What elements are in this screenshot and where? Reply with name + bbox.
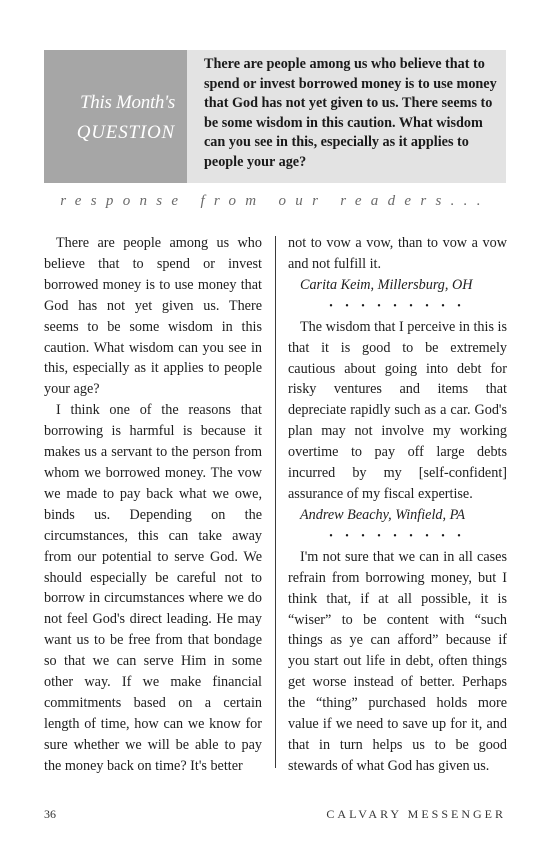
- dot-divider: • • • • • • • • •: [329, 300, 466, 312]
- response-paragraph-1: I think one of the reasons that borrowing is harmful is because it makes us a servant to the person from whom we borrowed money. The vow we made to pay back what we owe, binds us. Depending on the circumstances, this can take away from our potential to serve God. We should especially be careful not to borrow in circumstances where we do not feel God's direct leading. He may want us to be free from that bondage so that we can serve Him in some other way. If we make financial commitments based on a certain length of time, how can we know for sure whether we will be able to pay the money back on time? It's better: [44, 402, 262, 774]
- question-restated-paragraph: There are people among us who believe that to spend or invest borrowed money is to use money that God has not yet given us. There seems to be some wisdom in this caution. What wisdom can you see in this, especially as it applies to people your age?: [44, 235, 262, 398]
- publication-title: CALVARY MESSENGER: [326, 807, 506, 821]
- question-label-line1: This Month's: [80, 92, 175, 113]
- response-paragraph-3: I'm not sure that we can in all cases refrain from borrowing money, but I think that, if at all possible, it is “wiser” to be content with “such things as ye can afford” because if you start out life in debt, often things get worse instead of better. Perhaps the “thing” purchased holds more value if we need to save up for it, and that in turn helps us to be good stewards of what God has given us.: [288, 548, 507, 774]
- signature-andrew-beachy: Andrew Beachy, Winfield, PA: [300, 506, 466, 523]
- column-divider: [275, 236, 276, 768]
- question-label-line2: QUESTION: [76, 122, 175, 143]
- signature-carita-keim: Carita Keim, Millersburg, OH: [300, 276, 473, 293]
- page-number: 36: [44, 807, 56, 821]
- dot-divider: • • • • • • • • •: [329, 530, 466, 542]
- column-right: [288, 233, 507, 777]
- question-text: There are people among us who believe that to spend or invest borrowed money is to use money that God has not yet given to us. There seems to be some wisdom in this caution. What wisdom can you see in this, especially as it applies to people your age?: [204, 56, 497, 170]
- response-paragraph-2: The wisdom that I perceive in this is that it is good to be extremely cautious about going into debt for risky ventures and items that depreciate rapidly such as a car. God's plan may not involve my working overtime to pay off large debts incurred by my [self-confident] assurance of my fiscal expertise.: [288, 318, 507, 502]
- question-box: [44, 50, 506, 183]
- column-left: [44, 233, 262, 777]
- question-label: [44, 50, 187, 183]
- responses-subheading: response from our readers...: [60, 193, 490, 209]
- response-paragraph-1-continued: not to vow a vow, than to vow a vow and not fulfill it.: [288, 235, 507, 272]
